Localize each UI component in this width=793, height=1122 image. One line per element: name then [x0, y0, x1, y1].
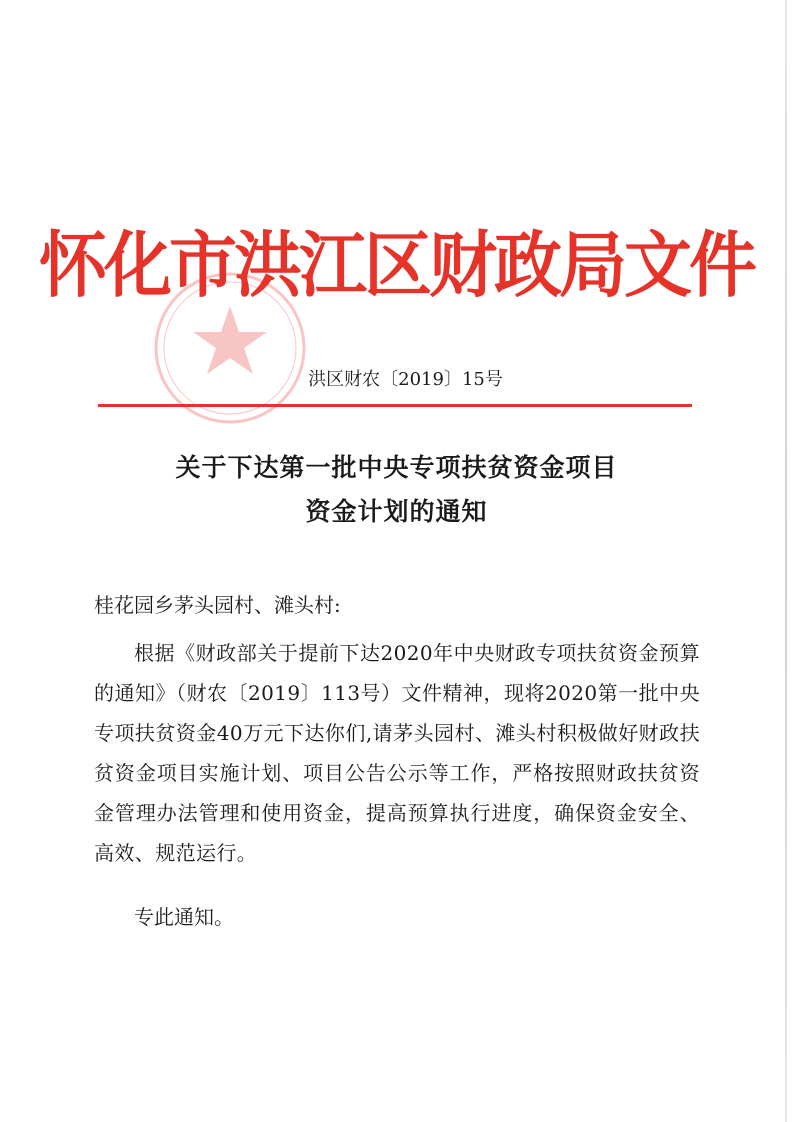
document-number: 洪区财农〔2019〕15号	[308, 369, 503, 390]
closing-line: 专此通知。	[134, 905, 234, 929]
header-red-rule	[98, 404, 692, 407]
scan-edge-shadow	[785, 0, 787, 1122]
recipient-line: 桂花园乡茅头园村、滩头村:	[94, 593, 341, 617]
star-icon	[193, 306, 267, 374]
notice-title-line-1: 关于下达第一批中央专项扶贫资金项目	[175, 453, 618, 482]
issuer-title: 怀化市洪江区财政局文件	[38, 225, 754, 308]
body-paragraph: 根据《财政部关于提前下达2020年中央财政专项扶贫资金预算的通知》（财农〔2019〕113号）文件精神，现将2020第一批中央专项扶贫资金40万元下达你们,请茅头园村、滩头村积极做好财政扶贫资金项目实施计划、项目公告公示等工作，严格按照财政扶贫资金管理办法管理和使用资金，提高预算执行进度，确保资金安全、高效、规范运行。	[94, 641, 700, 865]
notice-title-line-2: 资金计划的通知	[305, 497, 488, 526]
